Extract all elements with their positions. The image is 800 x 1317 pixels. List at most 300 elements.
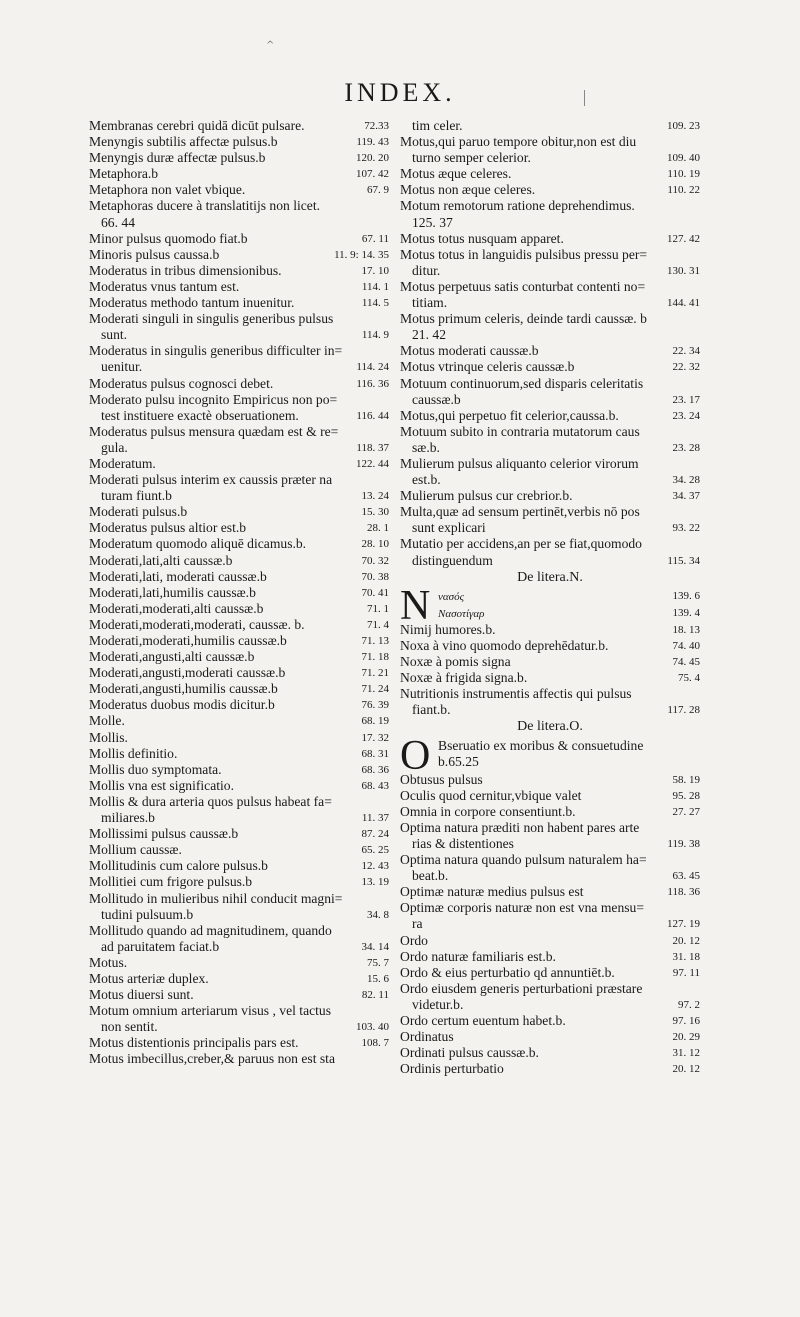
page-reference: 71. 21: [361, 667, 389, 680]
index-entry: [400, 1029, 700, 1045]
index-term: Metaphora non valet vbique.: [89, 182, 246, 198]
index-entry: [89, 504, 389, 520]
index-term: ditur.: [412, 262, 441, 278]
index-term: Multa,quæ ad sensum pertinēt,verbis nō pos: [400, 504, 640, 520]
index-term: Moderatus in tribus dimensionibus.: [89, 262, 282, 278]
index-entry: [89, 810, 389, 826]
index-term: Mollitudo quando ad magnitudinem, quando: [89, 922, 332, 938]
index-term: Noxæ à pomis signa: [400, 654, 511, 670]
page-reference: 75. 7: [367, 956, 389, 969]
page-reference: 110. 19: [667, 168, 700, 181]
index-entry: [400, 327, 700, 343]
index-term: turam fiunt.b: [101, 488, 172, 504]
page-reference: 11. 9: 14. 35: [334, 248, 389, 261]
index-term: Motum remotorum ratione deprehendimus.: [400, 198, 635, 214]
index-term: turno semper celerior.: [412, 150, 531, 166]
index-term: Moderatus vnus tantum est.: [89, 278, 240, 294]
index-entry: [400, 702, 700, 718]
page-reference: 114. 1: [361, 280, 389, 293]
index-entry: [400, 118, 700, 134]
page-reference: 31. 18: [672, 950, 700, 963]
index-term: Moderatus pulsus cognosci debet.: [89, 375, 274, 391]
index-term: Nutritionis instrumentis affectis qui pulsus: [400, 686, 632, 702]
index-entry: [400, 884, 700, 900]
index-term: non sentit.: [101, 1019, 158, 1035]
index-entry: [400, 408, 700, 424]
index-entry: [400, 392, 700, 408]
index-entry: [400, 772, 700, 788]
page-reference: 130. 31: [667, 264, 700, 277]
index-entry: [89, 150, 389, 166]
page-reference: 68. 19: [361, 715, 389, 728]
index-term: Motus primum celeris, deinde tardi caussæ. b: [400, 311, 647, 327]
index-entry: [400, 376, 700, 392]
index-term: Moderati,angusti,humilis caussæ.b: [89, 681, 278, 697]
index-entry: [400, 622, 700, 638]
index-term: Motus.: [89, 954, 128, 970]
index-entry: [400, 295, 700, 311]
dropcap-lines-n: [438, 588, 700, 622]
index-entry: [89, 408, 389, 424]
index-entry: [89, 1003, 389, 1019]
index-entry: [438, 605, 700, 622]
index-term: Mollitudo in mulieribus nihil conducit magni=: [89, 890, 343, 906]
section-heading-n: De litera.N.: [517, 569, 583, 585]
index-entry: [89, 536, 389, 552]
index-entry: [438, 754, 700, 770]
index-term: Moderati,moderati,alti caussæ.b: [89, 600, 264, 616]
index-term: Omnia in corpore consentiunt.b.: [400, 803, 576, 819]
index-term: ra: [412, 916, 423, 932]
index-term: Optima natura præditi non habent pares arte: [400, 819, 640, 835]
page-reference: 115. 34: [667, 554, 700, 567]
index-entry: [400, 182, 700, 198]
index-term: Moderatus pulsus mensura quædam est & re=: [89, 423, 339, 439]
index-entry: [400, 804, 700, 820]
index-entry: [400, 949, 700, 965]
index-entry: [89, 118, 389, 134]
index-entry: [400, 820, 700, 836]
index-term: Moderati,lati,alti caussæ.b: [89, 552, 233, 568]
index-entry: [89, 907, 389, 923]
page-reference: 23. 28: [672, 441, 700, 454]
index-term: Mollis vna est significatio.: [89, 777, 234, 793]
index-term: Menyngis subtilis affectæ pulsus.b: [89, 134, 278, 150]
index-term: Motus diuersi sunt.: [89, 987, 194, 1003]
index-entry: [89, 182, 389, 198]
index-entry: [400, 933, 700, 949]
page-reference: 107. 42: [356, 168, 389, 181]
index-entry: [400, 472, 700, 488]
page-reference: 15. 30: [361, 506, 389, 519]
corner-mark: ^: [266, 40, 275, 51]
page-reference: 93. 22: [672, 522, 700, 535]
index-term: Ordinati pulsus caussæ.b.: [400, 1045, 539, 1061]
index-term: Motus perpetuus satis conturbat contenti no=: [400, 278, 646, 294]
index-term: Motus imbecillus,creber,& paruus non est sta: [89, 1051, 335, 1067]
index-entry: [89, 569, 389, 585]
index-entry: [400, 654, 700, 670]
index-term: sunt.: [101, 327, 128, 343]
index-entry: [89, 295, 389, 311]
page-reference: 114. 5: [361, 297, 389, 310]
index-term: Mollitudinis cum calore pulsus.b: [89, 858, 268, 874]
page-reference: 118. 37: [356, 441, 389, 454]
index-term: gula.: [101, 439, 128, 455]
index-entry: [89, 858, 389, 874]
index-entry: [400, 263, 700, 279]
index-entry: [400, 343, 700, 359]
page-reference: 97. 11: [672, 966, 700, 979]
index-entry: [400, 359, 700, 375]
page-reference: 68. 43: [361, 779, 389, 792]
page-reference: 75. 4: [678, 672, 700, 685]
index-entry: [89, 166, 389, 182]
page-reference: 127. 19: [667, 918, 700, 931]
page-reference: 108. 7: [361, 1037, 389, 1050]
index-term: Molle.: [89, 713, 125, 729]
index-term: Motus non æque celeres.: [400, 182, 536, 198]
index-entry: [400, 166, 700, 182]
index-entry: [400, 1013, 700, 1029]
index-entry: [89, 971, 389, 987]
index-term: Motus,qui perpetuo fit celerior,caussa.b.: [400, 407, 619, 423]
index-entry: [400, 488, 700, 504]
index-entry: [400, 1061, 700, 1077]
index-entry: [400, 456, 700, 472]
index-entry: [400, 788, 700, 804]
index-term: Obtusus pulsus: [400, 771, 483, 787]
index-entry: [400, 900, 700, 916]
index-entry: [400, 965, 700, 981]
index-entry: [400, 997, 700, 1013]
page-reference: 127. 42: [667, 232, 700, 245]
index-term: Metaphoras ducere à translatitijs non licet.: [89, 198, 321, 214]
index-entry: [400, 868, 700, 884]
dropcap-lines-o: [438, 738, 700, 770]
index-entry: [89, 585, 389, 601]
index-term: Moderati pulsus.b: [89, 504, 188, 520]
page-reference: 68. 36: [361, 763, 389, 776]
page-reference: 68. 31: [361, 747, 389, 760]
index-term: Ordo certum euentum habet.b.: [400, 1012, 566, 1028]
index-term: b.65.25: [438, 753, 479, 769]
index-entry: [89, 730, 389, 746]
page-reference: 28. 10: [361, 538, 389, 551]
index-entry: [89, 456, 389, 472]
index-term: Moderatus duobus modis dicitur.b: [89, 697, 275, 713]
index-entry: [400, 981, 700, 997]
index-entry: [400, 311, 700, 327]
index-entry: [89, 874, 389, 890]
index-entry: [89, 1019, 389, 1035]
index-entry: [400, 1045, 700, 1061]
index-term: νασός: [438, 590, 465, 603]
page-reference: 23. 24: [672, 409, 700, 422]
page-reference: 71. 13: [361, 635, 389, 647]
index-entry: [89, 826, 389, 842]
index-term: Ordo & eius perturbatio qd annuntiēt.b.: [400, 964, 615, 980]
index-entry: [89, 649, 389, 665]
index-term: sunt explicari: [412, 520, 486, 536]
index-entry: [89, 633, 389, 649]
index-term: Ordo: [400, 932, 428, 948]
index-term: Nimij humores.b.: [400, 621, 496, 637]
index-term: Moderato pulsu incognito Empiricus non po=: [89, 391, 338, 407]
index-term: Motus æque celeres.: [400, 166, 512, 182]
page-reference: 119. 38: [667, 837, 700, 850]
index-term: Moderati,lati, moderati caussæ.b: [89, 568, 267, 584]
index-entry: [400, 836, 700, 852]
index-term: Mollissimi pulsus caussæ.b: [89, 826, 239, 842]
index-term: Minor pulsus quomodo fiat.b: [89, 230, 248, 246]
index-entry: [89, 440, 389, 456]
index-term: Mollis duo symptomata.: [89, 761, 222, 777]
index-term: Mollium caussæ.: [89, 842, 182, 858]
page-reference: 82. 11: [361, 989, 389, 1002]
index-term: Motus vtrinque celeris caussæ.b: [400, 359, 575, 375]
page-reference: 72.33: [364, 120, 389, 132]
page-reference: 34. 28: [672, 474, 700, 487]
page-reference: 71. 18: [361, 651, 389, 664]
page-reference: 17. 10: [361, 264, 389, 277]
index-n-entries: [400, 622, 700, 719]
index-entry: [400, 424, 700, 440]
index-entry: [400, 279, 700, 295]
index-entry: [89, 713, 389, 729]
index-term: Membranas cerebri quidā dicūt pulsare.: [89, 118, 305, 133]
index-entry: [438, 738, 700, 754]
index-entry: [89, 987, 389, 1003]
index-term: videtur.b.: [412, 996, 464, 1012]
page-reference: 110. 22: [667, 184, 700, 197]
page-reference: 67. 9: [367, 184, 389, 197]
page-reference: 17. 32: [361, 731, 389, 744]
page-reference: 87. 24: [361, 828, 389, 841]
index-term: Motum omnium arteriarum visus , vel tactus: [89, 1003, 332, 1019]
index-entry: [400, 247, 700, 263]
index-entry: [400, 440, 700, 456]
page-reference: 63. 45: [672, 870, 700, 883]
index-entry: [89, 1035, 389, 1051]
index-term: Moderatus pulsus altior est.b: [89, 520, 247, 536]
index-entry: [89, 488, 389, 504]
page-reference: 15. 6: [367, 972, 389, 985]
index-term: Mutatio per accidens,an per se fiat,quomodo: [400, 536, 642, 552]
index-term: Ordinatus: [400, 1029, 454, 1045]
page-reference: 34. 37: [672, 490, 700, 503]
dropcap-letter-n: N: [400, 582, 431, 629]
index-entry: [89, 231, 389, 247]
index-entry: [400, 231, 700, 247]
page-reference: 20. 29: [672, 1031, 700, 1044]
page-reference: 103. 40: [356, 1021, 389, 1034]
index-term: Optima natura quando pulsum naturalem ha=: [400, 852, 647, 868]
page-reference: 22. 34: [672, 345, 700, 358]
index-entry: [89, 681, 389, 697]
dropcap-letter-o: O: [400, 732, 431, 779]
index-entry: [89, 424, 389, 440]
index-term: est.b.: [412, 472, 441, 488]
index-entry: [438, 588, 700, 605]
index-entry: [89, 376, 389, 392]
index-term: Moderatum.: [89, 455, 156, 471]
index-term: Moderatum quomodo aliquē dicamus.b.: [89, 536, 307, 552]
index-term: Noxa à vino quomodo deprehēdatur.b.: [400, 638, 609, 653]
index-term: Bseruatio ex moribus & consuetudine: [438, 737, 644, 753]
page-reference: 18. 13: [672, 623, 700, 636]
page-reference: 114. 24: [356, 361, 389, 374]
index-term: Noxæ à frigida signa.b.: [400, 670, 528, 686]
index-entry: [89, 311, 389, 327]
page-reference: 11. 37: [361, 812, 389, 825]
index-term: Motus arteriæ duplex.: [89, 970, 209, 986]
page-reference: 139. 6: [672, 589, 700, 602]
index-term: Motus moderati caussæ.b: [400, 343, 539, 359]
index-entry: [89, 601, 389, 617]
index-term: Mollis definitio.: [89, 745, 178, 761]
page-reference: 20. 12: [672, 1063, 700, 1076]
index-entry: [400, 852, 700, 868]
index-term: Mollitiei cum frigore pulsus.b: [89, 874, 253, 890]
index-term: Moderati,moderati,humilis caussæ.b: [89, 633, 287, 648]
index-term: Minoris pulsus caussa.b: [89, 246, 220, 262]
index-entry: [89, 392, 389, 408]
index-term: Moderati singuli in singulis generibus pulsus: [89, 311, 334, 327]
page-reference: 71. 1: [367, 602, 389, 615]
index-term: distinguendum: [412, 552, 493, 568]
page-reference: 65. 25: [361, 844, 389, 857]
page-reference: 109. 40: [667, 152, 700, 165]
page-reference: 34. 14: [361, 940, 389, 953]
page-reference: 116. 44: [356, 409, 389, 422]
page-reference: 95. 28: [672, 789, 700, 802]
index-term: Mollis & dura arteria quos pulsus habeat fa=: [89, 793, 332, 809]
index-o-entries: [400, 772, 700, 1078]
page-reference: 74. 40: [672, 640, 700, 652]
page-reference: 34. 8: [367, 908, 389, 921]
page-reference: 71. 4: [367, 618, 389, 631]
index-term: Moderati,moderati,moderati, caussæ. b.: [89, 616, 305, 632]
index-term: Ordinis perturbatio: [400, 1061, 504, 1077]
index-entry: [89, 955, 389, 971]
page-reference: 20. 12: [672, 934, 700, 947]
index-term: Motus distentionis principalis pars est.: [89, 1035, 299, 1051]
index-term: ad paruitatem faciat.b: [101, 938, 220, 954]
index-term: sæ.b.: [412, 439, 440, 455]
index-term: tudini pulsuum.b: [101, 906, 194, 922]
index-entry: [89, 746, 389, 762]
index-entry: [89, 939, 389, 955]
index-term: Ordo naturæ familiaris est.b.: [400, 948, 556, 964]
page-reference: 67. 11: [361, 232, 389, 245]
page-reference: 70. 32: [361, 554, 389, 567]
page-reference: 70. 38: [361, 570, 389, 583]
index-entry: [89, 1051, 389, 1067]
index-term: miliares.b: [101, 810, 155, 826]
page-reference: 97. 2: [678, 998, 700, 1011]
index-entry: [400, 504, 700, 520]
index-entry: [400, 670, 700, 686]
index-term: Moderati,lati,humilis caussæ.b: [89, 584, 256, 600]
index-term: Motus totus nusquam apparet.: [400, 230, 564, 246]
index-term: Motus totus in languidis pulsibus pressu per=: [400, 246, 648, 262]
index-m-continued: [400, 118, 700, 569]
index-term: Moderatus methodo tantum inuenitur.: [89, 295, 295, 311]
index-term: Ordo eiusdem generis perturbationi præstare: [400, 980, 643, 996]
index-entry: [400, 150, 700, 166]
index-term: test instituere exactè obseruationem.: [101, 407, 299, 423]
index-entry: [89, 617, 389, 633]
section-heading-o: De litera.O.: [517, 719, 583, 735]
index-term: Metaphora.b: [89, 166, 159, 182]
index-entry: [400, 536, 700, 552]
page-reference: 74. 45: [672, 656, 700, 669]
page-reference: 71. 24: [361, 683, 389, 696]
page-reference: 12. 43: [361, 860, 389, 873]
index-term: fiant.b.: [412, 702, 451, 718]
index-entry: [89, 279, 389, 295]
page-reference: 122. 44: [356, 457, 389, 470]
index-entry: [89, 553, 389, 569]
page-reference: 13. 24: [361, 490, 389, 503]
index-entry: [89, 520, 389, 536]
index-entry: [400, 916, 700, 932]
index-term: Oculis quod cernitur,vbique valet: [400, 787, 582, 803]
index-entry: [89, 263, 389, 279]
index-term: Moderati,angusti,alti caussæ.b: [89, 649, 255, 665]
index-term: Mulierum pulsus aliquanto celerior virorum: [400, 455, 639, 471]
index-entry: [89, 842, 389, 858]
page-reference: 114. 9: [361, 329, 389, 342]
index-term: rias & distentiones: [412, 835, 514, 851]
page-reference: 70. 41: [361, 586, 389, 599]
index-entry: [89, 697, 389, 713]
index-entry: [400, 198, 700, 214]
page-reference: 97. 16: [672, 1014, 700, 1027]
page-reference: 139. 4: [672, 606, 700, 619]
index-entry: [89, 247, 389, 263]
index-entry: [89, 665, 389, 681]
index-entry: [400, 134, 700, 150]
index-term: Νασοτίγαρ: [438, 607, 485, 620]
index-entry: [400, 638, 700, 654]
index-entry: [89, 923, 389, 939]
index-entry: [89, 794, 389, 810]
index-term: Moderati pulsus interim ex caussis præter na: [89, 472, 333, 488]
page-reference: 119. 43: [356, 136, 389, 149]
page-reference: 109. 23: [667, 120, 700, 132]
index-term: Motuum subito in contraria mutatorum caus: [400, 423, 640, 439]
index-entry: [89, 359, 389, 375]
index-entry: [400, 215, 700, 231]
index-term: titiam.: [412, 295, 448, 311]
index-term: tim celer.: [412, 118, 463, 133]
index-entry: [89, 762, 389, 778]
index-term: Motus,qui paruo tempore obitur,non est diu: [400, 134, 637, 150]
index-term: uenitur.: [101, 359, 143, 375]
index-term: 21. 42: [412, 327, 446, 343]
index-term: Mollis.: [89, 729, 128, 745]
index-term: 66. 44: [101, 214, 135, 230]
index-term: Motuum continuorum,sed disparis celeritatis: [400, 375, 644, 391]
index-term: Moderati,angusti,moderati caussæ.b: [89, 665, 286, 681]
index-term: Optimæ naturæ medius pulsus est: [400, 884, 584, 900]
index-column-left: [89, 118, 389, 1068]
index-entry: [89, 327, 389, 343]
index-entry: [89, 472, 389, 488]
page-reference: 117. 28: [667, 704, 700, 717]
